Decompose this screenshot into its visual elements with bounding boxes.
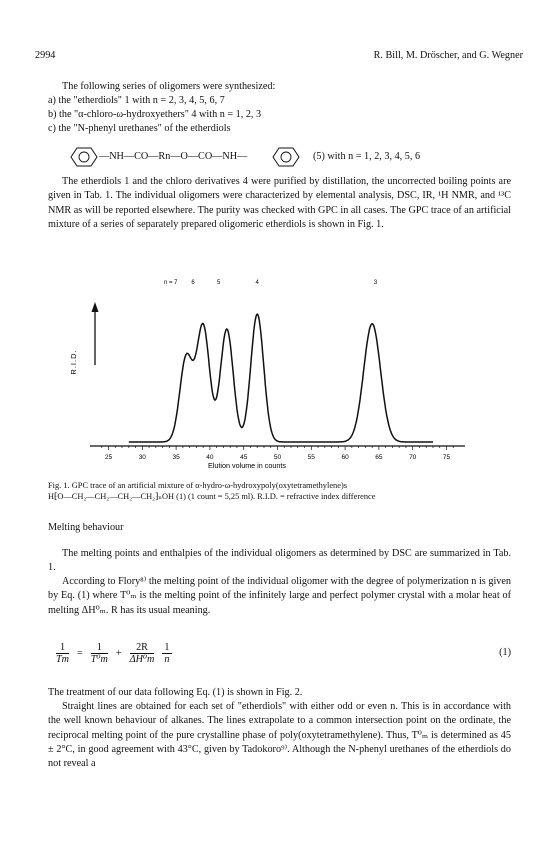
paragraph-flory: According to Flory⁸⁾ the melting point of the individual oligomer with the degree of polymerization n is given by Eq. (1) where T⁰ₘ is the melting point of the infinitely large and perfect polymer crystal with a molar heat of melting ΔH⁰ₘ. R has its usual meaning.	[48, 576, 511, 616]
phenyl-ring-left-icon	[70, 146, 98, 168]
eq-rhs-term3: $\frac{1}{n}$	[164, 641, 170, 665]
x-axis	[90, 446, 465, 461]
peak-label: 4	[255, 280, 259, 286]
paragraph-dsc: The melting points and enthalpies of the individual oligomers as determined by DSC are summarized in Tab. 1.	[48, 548, 511, 574]
figure-caption-line1: Fig. 1. GPC trace of an artificial mixture of α-hydro-ω-hydroxypoly(oxytetramethylene)s	[48, 481, 347, 490]
equation-1: $\frac{1}{Tm}$ = $\frac{1}{\text{T⁰m}}$ + $\frac{2R}{\text{ΔH⁰m}}$ $\frac{1}{n}$	[56, 641, 170, 665]
peak-label: 6	[191, 280, 195, 286]
page-number: 2994	[35, 50, 56, 61]
intro-lead: The following series of oligomers were synthesized:	[62, 81, 276, 92]
x-tick-label: 25	[104, 454, 113, 461]
y-axis	[92, 302, 99, 365]
x-tick-label: 35	[172, 454, 180, 461]
eq-rhs-term2: $\frac{2R}{\text{ΔH⁰m}}$	[129, 641, 155, 665]
paragraph-straight-lines: Straight lines are obtained for each set of "etherdiols" with either odd or even n. This is in accordance with the well known behaviour of alkanes. The lines extrapolate to a common intersection point on the ordinate, the reciprocal melting point of the pure crystalline phase of poly(oxytetramethylene). Thus, T⁰ₘ is determined as 45 ± 2°C, in good agreement with 43°C, given by Tadokoro⁹⁾. Although the N-phenyl urethanes of the etherdiols do not reveal a	[48, 701, 511, 770]
x-tick-label: 50	[273, 454, 282, 461]
x-tick-label: 60	[341, 454, 349, 461]
list-item-a: a) the "etherdiols" 1 with n = 2, 3, 4, 5, 6, 7	[48, 95, 225, 106]
phenyl-ring-right-icon	[272, 146, 300, 168]
x-tick-label: 40	[206, 454, 214, 461]
list-item-c: c) the "N-phenyl urethanes" of the etherdiols	[48, 123, 231, 134]
gpc-chart	[60, 270, 465, 475]
x-tick-label: 65	[375, 454, 383, 461]
section-heading: Melting behaviour	[48, 522, 124, 533]
y-axis-label: R.I.D.	[69, 349, 78, 375]
figure-caption-line2: H⁅O—CH₂—CH₂—CH₂—CH₂⁆ₙOH (1) (1 count = 5,25 ml). R.I.D. = refractive index difference	[48, 492, 376, 501]
gpc-trace	[129, 314, 433, 442]
x-tick-label: 30	[138, 454, 146, 461]
peak-label: 3	[373, 280, 378, 286]
peak-labels	[164, 280, 378, 286]
paragraph-purification: The etherdiols 1 and the chloro derivatives 4 were purified by distillation, the uncorrected boiling points are given in Tab. 1. The individual oligomers were characterized by elemental analysis, DSC, IR, ¹H NMR, and ¹³C NMR as will be reported elsewhere. The purity was checked with GPC in all cases. The GPC trace of an artificial mixture of a series of separately prepared oligomeric etherdiols is shown in Fig. 1.	[48, 176, 511, 230]
urethane-formula: —NH—CO—Rn—O—CO—NH—	[99, 151, 248, 162]
running-head-authors: R. Bill, M. Dröscher, and G. Wegner	[373, 50, 523, 61]
x-tick-label: 75	[442, 454, 451, 461]
list-item-b: b) the "α-chloro-ω-hydroxyethers" 4 with n = 1, 2, 3	[48, 109, 262, 120]
eq-rhs-term1: $\frac{1}{\text{T⁰m}}$	[90, 641, 108, 665]
peak-label: n = 7	[163, 280, 178, 286]
peak-label: 5	[217, 280, 221, 286]
x-tick-label: 45	[240, 454, 248, 461]
x-tick-label: 70	[409, 454, 417, 461]
x-axis-label: Elution volume in counts	[208, 461, 286, 470]
formula-label: (5) with n = 1, 2, 3, 4, 5, 6	[313, 151, 421, 162]
eq-lhs: $\frac{1}{Tm}$	[56, 641, 70, 665]
equation-number: (1)	[499, 647, 511, 658]
x-tick-label: 55	[307, 454, 315, 461]
paragraph-treatment: The treatment of our data following Eq. (1) is shown in Fig. 2.	[48, 687, 303, 698]
